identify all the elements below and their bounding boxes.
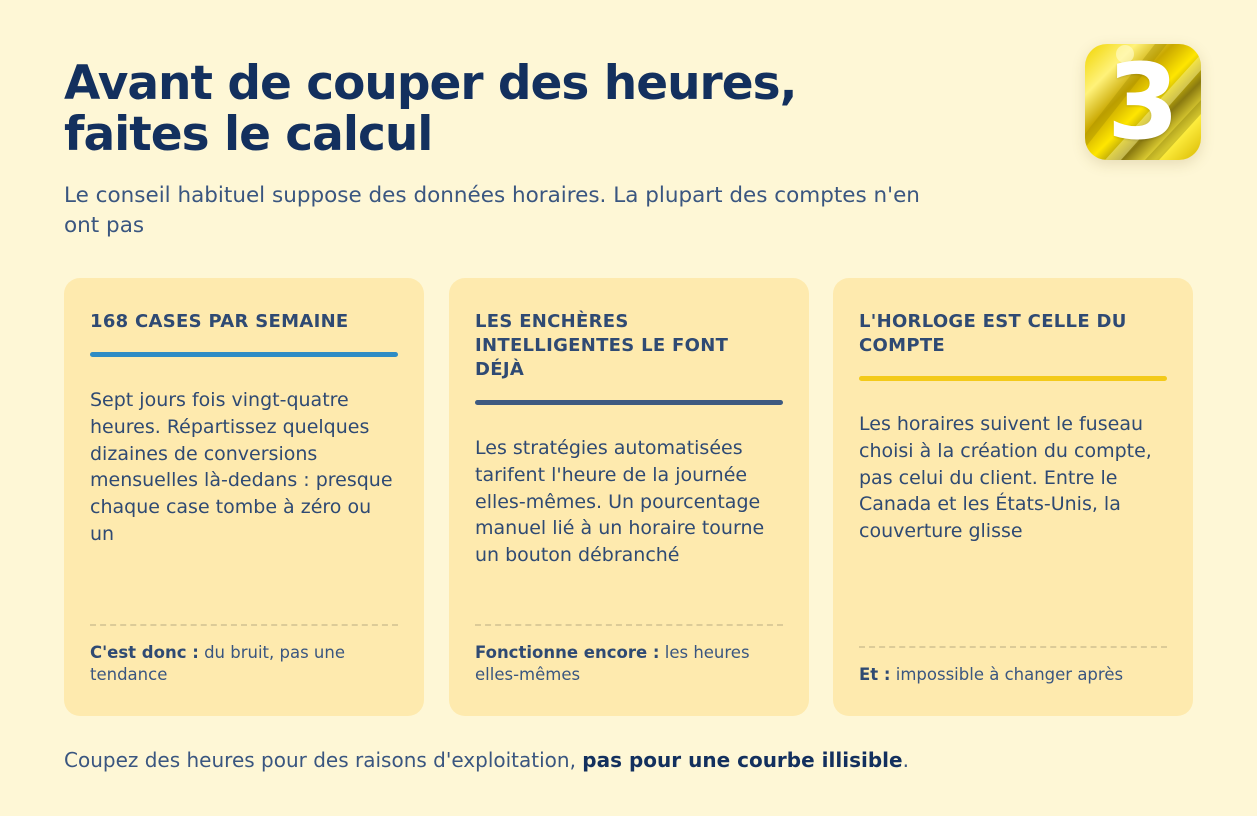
card-body: Les horaires suivent le fuseau choisi à la création du compte, pas celui du client. Entre le Canada et les États-Unis, la couverture glisse [859, 413, 1152, 543]
card-footer-text: impossible à changer après [890, 665, 1124, 684]
card-footer-label: Fonctionne encore : [475, 643, 660, 662]
card-horloge-compte [833, 278, 1193, 716]
card-encheres-intelligentes [449, 278, 809, 716]
card-footer-label: Et : [859, 665, 891, 684]
logo-three-icon [1085, 44, 1201, 160]
title-line-2: faites le calcul [64, 107, 433, 162]
conclusion-emphasis: pas pour une courbe illisible [582, 748, 903, 772]
page-subtitle: Le conseil habituel suppose des données horaires. La plupart des comptes n'en ont pas [64, 183, 920, 238]
card-accent-rule [90, 352, 398, 357]
logo-digit: 3 [1106, 44, 1180, 160]
card-cases-semaine [64, 278, 424, 716]
card-accent-rule [475, 400, 783, 405]
conclusion-main: Coupez des heures pour des raisons d'exploitation, [64, 748, 583, 772]
card-footer [475, 624, 783, 686]
card-accent-rule [859, 376, 1167, 381]
card-title: 168 CASES PAR SEMAINE [90, 311, 349, 332]
card-title: LES ENCHÈRES INTELLIGENTES LE FONT DÉJÀ [475, 311, 729, 380]
card-footer-label: C'est donc : [90, 643, 199, 662]
card-footer [859, 646, 1167, 686]
card-footer-text: du bruit, pas une tendance [90, 643, 345, 684]
title-line-1: Avant de couper des heures, [64, 56, 797, 111]
card-footer-text: les heures elles-mêmes [475, 643, 750, 684]
conclusion-text [64, 746, 1194, 774]
card-body: Les stratégies automatisées tarifent l'heure de la journée elles-mêmes. Un pourcentage manuel lié à un horaire tourne un bouton débranché [475, 437, 765, 567]
card-title: L'HORLOGE EST CELLE DU COMPTE [859, 311, 1127, 356]
page-title [64, 58, 964, 160]
card-body: Sept jours fois vingt-quatre heures. Répartissez quelques dizaines de conversions mensuelles là-dedans : presque chaque case tombe à zéro ou un [90, 389, 393, 545]
card-footer [90, 624, 398, 686]
conclusion-end: . [902, 748, 909, 772]
